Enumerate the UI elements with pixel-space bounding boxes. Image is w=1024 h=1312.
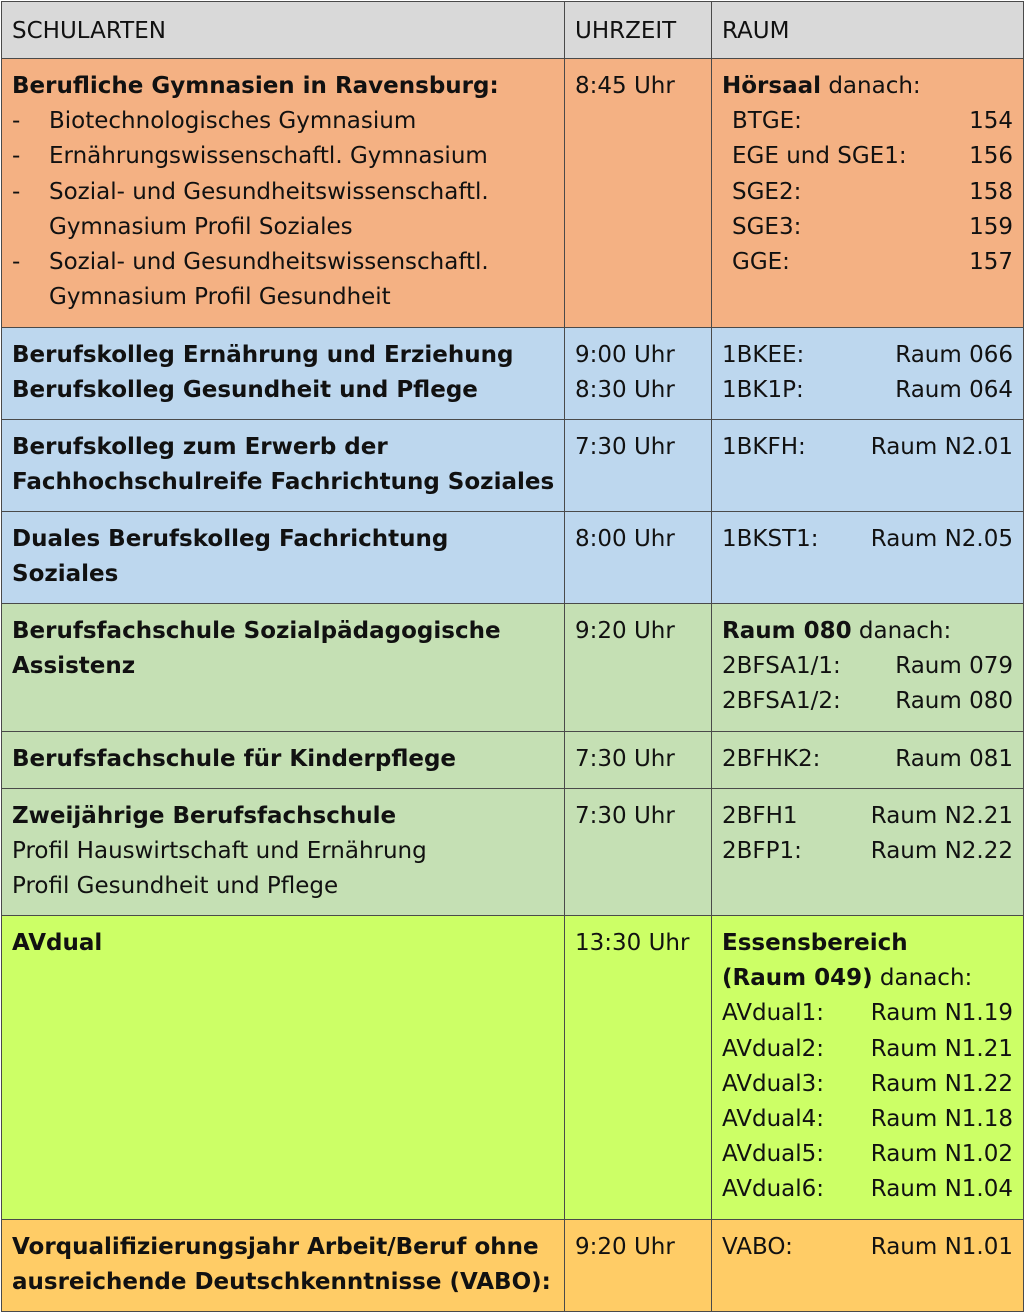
raum-cell [712, 1220, 1024, 1312]
room-number: Raum N1.01 [870, 1234, 1013, 1260]
schulart-cell [2, 512, 565, 604]
schulart-title: Berufsfachschule für Kinderpflege [12, 746, 457, 772]
room-number: Raum N2.05 [870, 526, 1013, 552]
room-entry [722, 1172, 1013, 1207]
uhrzeit-cell [565, 512, 712, 604]
raum-cell [712, 512, 1024, 604]
table-row [2, 59, 1024, 328]
room-class: AVdual3: [722, 1070, 825, 1097]
uhrzeit-value: 8:30 Uhr [575, 377, 675, 404]
schulart-cell [2, 328, 565, 420]
uhrzeit-value: 7:30 Uhr [575, 803, 675, 829]
room-entry [722, 522, 1013, 557]
schulart-title: Berufsfachschule Sozialpädagogische [12, 618, 501, 644]
uhrzeit-cell [565, 604, 712, 732]
schulart-title: Vorqualifizierungsjahr Arbeit/Beruf ohne [12, 1234, 539, 1260]
room-class: 1BKFH: [722, 434, 806, 460]
raum-heading-suffix: danach: [851, 618, 952, 644]
room-entry [722, 1032, 1013, 1067]
schulart-subtitle: Profil Gesundheit und Pflege [12, 873, 339, 900]
schulart-title: Assistenz [12, 653, 136, 680]
schulart-title: Fachhochschulreife Fachrichtung Soziales [12, 469, 555, 496]
table-row [2, 328, 1024, 420]
room-entry [722, 684, 1013, 719]
list-dash: - [12, 249, 21, 276]
room-number: Raum N2.21 [870, 803, 1013, 829]
room-number: 154 [969, 108, 1013, 135]
raum-cell [712, 420, 1024, 512]
table-row [2, 512, 1024, 604]
room-number: Raum 079 [895, 653, 1013, 680]
room-entry [722, 742, 1013, 777]
room-number: Raum 080 [895, 688, 1013, 715]
room-entry [722, 338, 1013, 373]
room-class: AVdual2: [722, 1035, 825, 1062]
room-class: AVdual5: [722, 1141, 825, 1168]
table-row [2, 789, 1024, 916]
room-entry [722, 834, 1013, 869]
schulart-cell [2, 789, 565, 916]
room-entry [722, 1137, 1013, 1172]
room-number: Raum 066 [895, 342, 1013, 368]
raum-cell [712, 59, 1024, 328]
raum-heading-suffix: danach: [872, 965, 973, 992]
schulart-title: Zweijährige Berufsfachschule [12, 803, 397, 829]
room-class: 1BK1P: [722, 377, 804, 404]
table-row [2, 1220, 1024, 1312]
room-number: 156 [969, 143, 1013, 170]
list-item [12, 104, 554, 139]
room-class: 2BFSA1/2: [722, 688, 841, 715]
room-number: Raum N1.02 [870, 1141, 1013, 1168]
raum-heading: Raum 080 [722, 618, 852, 644]
room-class: 2BFHK2: [722, 746, 821, 772]
room-entry [722, 175, 1013, 210]
list-item-text: Sozial- und Gesundheitswissenschaftl. [49, 178, 489, 205]
list-item [12, 175, 554, 245]
raum-cell [712, 604, 1024, 732]
room-number: Raum 064 [895, 377, 1013, 404]
room-entry [722, 139, 1013, 174]
uhrzeit-value: 9:20 Uhr [575, 618, 675, 644]
schulart-title: Berufskolleg Ernährung und Erziehung [12, 342, 514, 368]
uhrzeit-cell [565, 328, 712, 420]
header-uhrzeit: UHRZEIT [565, 2, 712, 59]
room-class: 2BFP1: [722, 838, 802, 865]
uhrzeit-value: 9:20 Uhr [575, 1234, 675, 1260]
uhrzeit-value: 8:00 Uhr [575, 526, 675, 552]
room-class: EGE und SGE1: [732, 143, 907, 170]
room-class: AVdual4: [722, 1106, 825, 1133]
table-row [2, 916, 1024, 1220]
schulart-title: Berufskolleg zum Erwerb der [12, 434, 388, 460]
room-entry [722, 373, 1013, 408]
room-number: Raum N1.18 [870, 1106, 1013, 1133]
room-number: Raum N2.22 [870, 838, 1013, 865]
schulart-subtitle: Profil Hauswirtschaft und Ernährung [12, 838, 427, 865]
schulart-cell [2, 420, 565, 512]
room-number: Raum N1.04 [870, 1176, 1013, 1203]
list-dash: - [12, 178, 21, 205]
raum-heading-suffix: danach: [821, 73, 921, 99]
table-row [2, 732, 1024, 789]
room-class: AVdual6: [722, 1176, 825, 1203]
room-entry [722, 1067, 1013, 1102]
list-item [12, 139, 554, 174]
room-entry [722, 996, 1013, 1031]
header-raum: RAUM [712, 2, 1024, 59]
uhrzeit-cell [565, 916, 712, 1220]
schulart-title: Berufliche Gymnasien in Ravensburg: [12, 73, 499, 99]
room-class: 2BFH1 [722, 803, 798, 829]
room-entry [722, 799, 1013, 834]
list-item-text: Biotechnologisches Gymnasium [49, 108, 417, 135]
room-class: SGE2: [732, 178, 802, 205]
room-class: SGE3: [732, 213, 802, 240]
schulart-title: Duales Berufskolleg Fachrichtung [12, 526, 449, 552]
schedule-table [1, 1, 1024, 1312]
uhrzeit-value: 9:00 Uhr [575, 342, 675, 368]
list-dash: - [12, 143, 21, 170]
room-number: Raum N1.22 [870, 1070, 1013, 1097]
room-class: GGE: [732, 249, 790, 276]
list-item-text: Gymnasium Profil Gesundheit [49, 284, 391, 311]
schulart-cell [2, 604, 565, 732]
raum-heading: Essensbereich [722, 930, 908, 956]
room-class: 1BKEE: [722, 342, 805, 368]
schulart-cell [2, 59, 565, 328]
table-row [2, 420, 1024, 512]
raum-cell [712, 732, 1024, 789]
room-entry [722, 210, 1013, 245]
list-item-text: Gymnasium Profil Soziales [49, 213, 353, 240]
uhrzeit-value: 7:30 Uhr [575, 746, 675, 772]
raum-heading: Hörsaal [722, 73, 822, 99]
schulart-title: ausreichende Deutschkenntnisse (VABO): [12, 1269, 551, 1296]
room-number: Raum N1.21 [870, 1035, 1013, 1062]
uhrzeit-value: 7:30 Uhr [575, 434, 675, 460]
raum-heading: (Raum 049) [722, 965, 873, 992]
schulart-title: Berufskolleg Gesundheit und Pflege [12, 377, 478, 404]
uhrzeit-cell [565, 59, 712, 328]
room-class: VABO: [722, 1234, 793, 1260]
raum-cell [712, 789, 1024, 916]
list-item-text: Sozial- und Gesundheitswissenschaftl. [49, 249, 489, 276]
room-entry [722, 430, 1013, 465]
room-number: 158 [969, 178, 1013, 205]
raum-cell [712, 916, 1024, 1220]
schulart-cell [2, 1220, 565, 1312]
uhrzeit-cell [565, 789, 712, 916]
room-number: 157 [969, 249, 1013, 276]
uhrzeit-cell [565, 420, 712, 512]
table-row [2, 604, 1024, 732]
room-number: Raum N2.01 [870, 434, 1013, 460]
uhrzeit-value: 13:30 Uhr [575, 930, 690, 956]
raum-cell [712, 328, 1024, 420]
uhrzeit-cell [565, 1220, 712, 1312]
room-class: 1BKST1: [722, 526, 819, 552]
room-entry [722, 104, 1013, 139]
list-item [12, 245, 554, 315]
room-number: 159 [969, 213, 1013, 240]
schulart-cell [2, 916, 565, 1220]
schulart-title: Soziales [12, 561, 119, 588]
room-class: BTGE: [732, 108, 802, 135]
room-entry [722, 649, 1013, 684]
schulart-title: AVdual [12, 930, 103, 956]
room-entry [722, 1102, 1013, 1137]
room-class: AVdual1: [722, 1000, 825, 1027]
list-dash: - [12, 108, 21, 135]
room-class: 2BFSA1/1: [722, 653, 841, 680]
room-number: Raum N1.19 [870, 1000, 1013, 1027]
room-entry [722, 245, 1013, 280]
uhrzeit-value: 8:45 Uhr [575, 73, 675, 99]
room-number: Raum 081 [895, 746, 1013, 772]
uhrzeit-cell [565, 732, 712, 789]
list-item-text: Ernährungswissenschaftl. Gymnasium [49, 143, 488, 170]
header-row [2, 2, 1024, 59]
schulart-cell [2, 732, 565, 789]
room-entry [722, 1230, 1013, 1265]
header-schularten: SCHULARTEN [2, 2, 565, 59]
